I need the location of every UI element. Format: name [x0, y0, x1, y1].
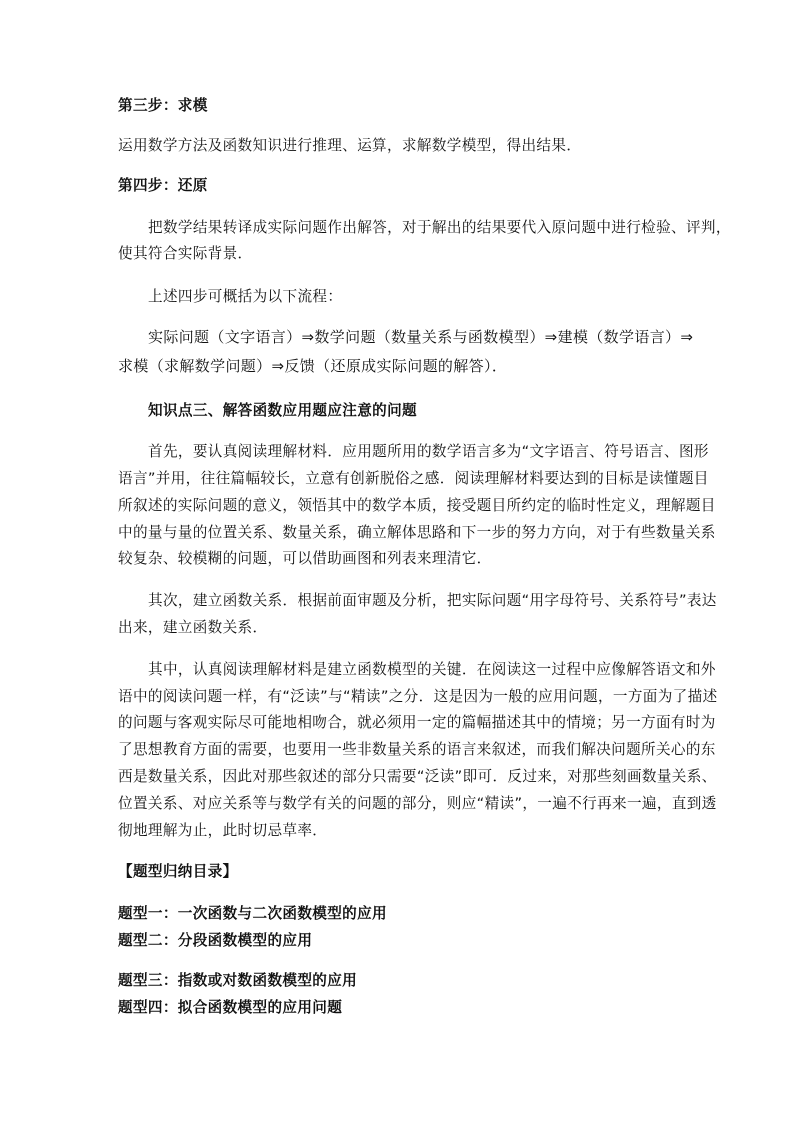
paragraph-3-line-4: 了思想教育方面的需要，也要用一些非数量关系的语言来叙述，而我们解决问题所关心的东 [118, 741, 716, 758]
toc-item-1: 题型一：一次函数与二次函数模型的应用 [118, 905, 387, 922]
paragraph-3-line-2: 语中的阅读问题一样，有“泛读”与“精读”之分．这是因为一般的应用问题，一方面为了描述 [118, 688, 718, 705]
step4-text-line-1: 把数学结果转译成实际问题作出解答，对于解出的结果要代入原问题中进行检验、评判， [148, 219, 731, 236]
paragraph-2-line-1: 其次，建立函数关系．根据前面审题及分析，把实际问题“用字母符号、关系符号”表达 [148, 592, 717, 609]
paragraph-1-line-2: 语言”并用，往往篇幅较长，立意有创新脱俗之感．阅读理解材料要达到的目标是读懂题目 [118, 470, 709, 487]
paragraph-3-line-6: 位置关系、对应关系等与数学有关的问题的部分，则应“精读”，一遍不行再来一遍，直到透 [118, 795, 717, 812]
step4-heading: 第四步：还原 [118, 177, 208, 194]
summary-intro: 上述四步可概括为以下流程： [148, 288, 343, 305]
step3-heading: 第三步：求模 [118, 97, 208, 114]
paragraph-1-line-5: 较复杂、较模糊的问题，可以借助画图和列表来理清它． [118, 550, 492, 567]
paragraph-3-line-5: 西是数量关系，因此对那些叙述的部分只需要“泛读”即可．反过来，对那些刻画数量关系、 [118, 768, 717, 785]
step3-text: 运用数学方法及函数知识进行推理、运算，求解数学模型，得出结果． [118, 137, 582, 154]
toc-heading: 【题型归纳目录】 [118, 863, 238, 880]
paragraph-1-line-1: 首先，要认真阅读理解材料．应用题所用的数学语言多为“文字语言、符号语言、图形 [148, 443, 709, 460]
paragraph-1-line-3: 所叙述的实际问题的意义，领悟其中的数学本质，接受题目所约定的临时性定义，理解题目 [118, 497, 716, 514]
step4-text-line-2: 使其符合实际背景． [118, 245, 253, 262]
paragraph-2-line-2: 出来，建立函数关系． [118, 619, 268, 636]
knowledge-point-3-heading: 知识点三、解答函数应用题应注意的问题 [148, 402, 417, 419]
paragraph-3-line-7: 彻地理解为止，此时切忌草率． [118, 822, 328, 839]
toc-item-3: 题型三：指数或对数函数模型的应用 [118, 972, 358, 989]
paragraph-3-line-3: 的问题与客观实际尽可能地相吻合，就必须用一定的篇幅描述其中的情境；另一方面有时为 [118, 714, 716, 731]
paragraph-3-line-1: 其中，认真阅读理解材料是建立函数模型的关键．在阅读这一过程中应像解答语文和外 [148, 661, 716, 678]
toc-item-4: 题型四：拟合函数模型的应用问题 [118, 999, 343, 1016]
flow-line-1: 实际问题（文字语言）⇒数学问题（数量关系与函数模型）⇒建模（数学语言）⇒ [148, 328, 694, 346]
paragraph-1-line-4: 中的量与量的位置关系、数量关系，确立解体思路和下一步的努力方向，对于有些数量关系 [118, 524, 716, 541]
flow-line-2: 求模（求解数学问题）⇒反馈（还原成实际问题的解答）． [118, 357, 508, 375]
toc-item-2: 题型二：分段函数模型的应用 [118, 932, 313, 949]
